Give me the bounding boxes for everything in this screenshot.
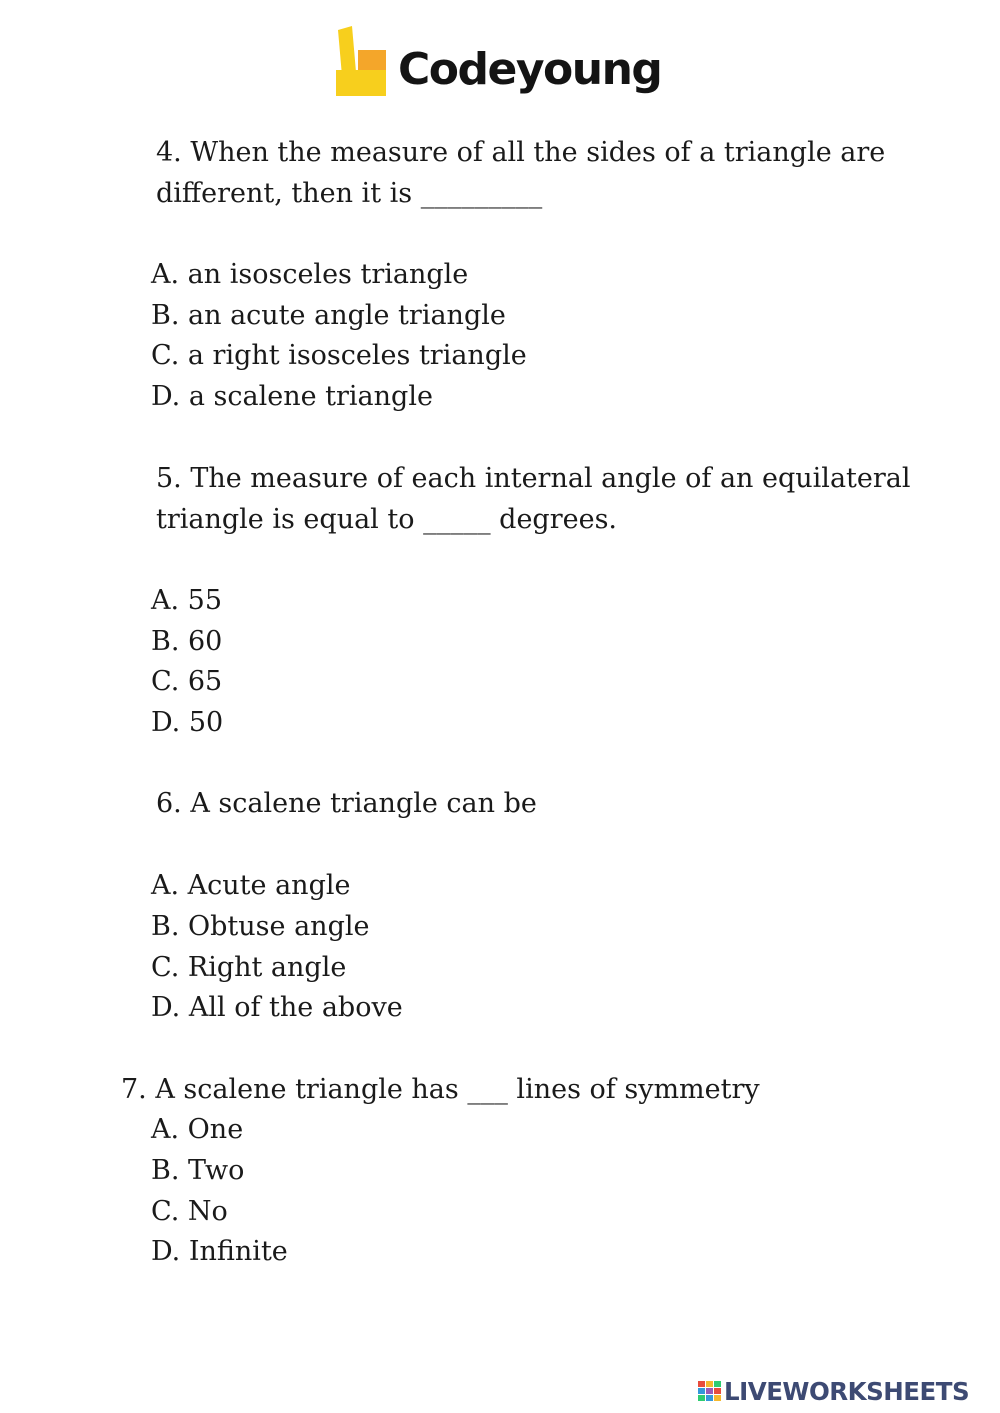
codeyoung-logo-icon xyxy=(330,26,390,100)
question-5-option-b[interactable]: B. 60 xyxy=(151,626,223,657)
question-6-option-b[interactable]: B. Obtuse angle xyxy=(151,911,370,942)
question-4-option-d[interactable]: D. a scalene triangle xyxy=(151,381,433,412)
question-4-option-c[interactable]: C. a right isosceles triangle xyxy=(151,340,527,371)
question-7-option-d[interactable]: D. Infinite xyxy=(151,1236,288,1267)
question-4-option-a[interactable]: A. an isosceles triangle xyxy=(151,259,469,290)
question-4-text-line-1: 4. When the measure of all the sides of a triangle are xyxy=(156,137,886,168)
watermark-text: LIVEWORKSHEETS xyxy=(724,1377,970,1406)
question-5-text-line-2: triangle is equal to _____ degrees. xyxy=(156,504,618,535)
question-5-option-c[interactable]: C. 65 xyxy=(151,666,223,697)
question-6-option-a[interactable]: A. Acute angle xyxy=(151,870,351,901)
question-5-option-a[interactable]: A. 55 xyxy=(151,585,223,616)
question-4-text-line-2: different, then it is _________ xyxy=(156,178,543,209)
question-7-option-a[interactable]: A. One xyxy=(151,1114,244,1145)
question-5-text-line-1: 5. The measure of each internal angle of an equilateral xyxy=(156,463,911,494)
brand-name: Codeyoung xyxy=(398,44,662,95)
question-6-option-c[interactable]: C. Right angle xyxy=(151,952,347,983)
question-7-option-c[interactable]: C. No xyxy=(151,1196,228,1227)
question-7-text-line-1: 7. A scalene triangle has ___ lines of symmetry xyxy=(121,1074,760,1105)
question-4-option-b[interactable]: B. an acute angle triangle xyxy=(151,300,506,331)
question-5-option-d[interactable]: D. 50 xyxy=(151,707,224,738)
header xyxy=(0,22,1000,112)
liveworksheets-logo-icon xyxy=(698,1381,722,1403)
question-6-option-d[interactable]: D. All of the above xyxy=(151,992,403,1023)
question-7-option-b[interactable]: B. Two xyxy=(151,1155,245,1186)
question-6-text-line-1: 6. A scalene triangle can be xyxy=(156,788,537,819)
